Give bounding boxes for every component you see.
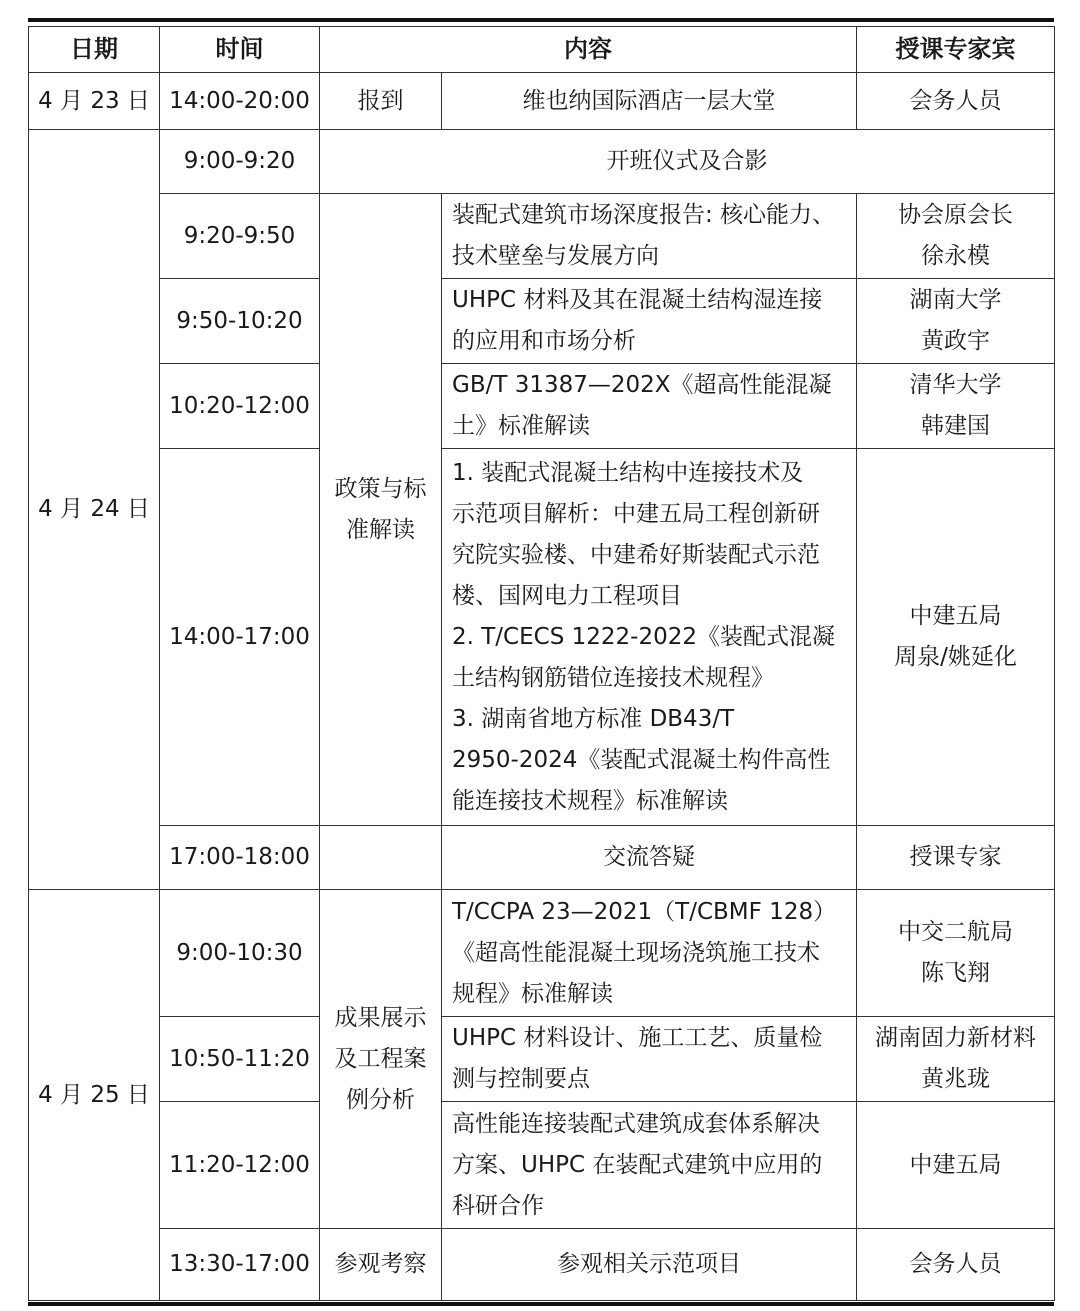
time-cell: 11:20-12:00 — [160, 1102, 320, 1229]
content-cell: T/CCPA 23—2021（T/CBMF 128） 《超高性能混凝土现场浇筑施工技术 规程》标准解读 — [442, 890, 857, 1017]
content-cell: 高性能连接装配式建筑成套体系解决 方案、UHPC 在装配式建筑中应用的 科研合作 — [442, 1102, 857, 1229]
expert-cell: 协会原会长 徐永模 — [857, 194, 1055, 279]
date-cell: 4 月 23 日 — [29, 73, 160, 130]
expert-cell: 中建五局 周泉/姚延化 — [857, 449, 1055, 826]
header-time: 时间 — [160, 27, 320, 73]
table-row — [29, 1102, 1055, 1229]
time-cell: 17:00-18:00 — [160, 826, 320, 890]
topic-cell: 成果展示 及工程案 例分析 — [320, 890, 442, 1229]
expert-cell: 中建五局 — [857, 1102, 1055, 1229]
table-header-row — [29, 27, 1055, 73]
table-row — [29, 449, 1055, 826]
top-rule — [28, 18, 1054, 22]
header-content: 内容 — [320, 27, 857, 73]
header-expert: 授课专家宾 — [857, 27, 1055, 73]
time-cell: 14:00-17:00 — [160, 449, 320, 826]
content-cell: UHPC 材料设计、施工工艺、质量检 测与控制要点 — [442, 1017, 857, 1102]
header-date: 日期 — [29, 27, 160, 73]
expert-cell: 湖南大学 黄政宇 — [857, 279, 1055, 364]
schedule-table — [28, 26, 1055, 1301]
date-cell: 4 月 24 日 — [29, 130, 160, 890]
topic-cell: 参观考察 — [320, 1229, 442, 1301]
expert-cell: 中交二航局 陈飞翔 — [857, 890, 1055, 1017]
content-cell: 交流答疑 — [442, 826, 857, 890]
time-cell: 9:20-9:50 — [160, 194, 320, 279]
table-row — [29, 890, 1055, 1017]
table-row — [29, 130, 1055, 194]
content-cell: 维也纳国际酒店一层大堂 — [442, 73, 857, 130]
table-row — [29, 826, 1055, 890]
time-cell: 9:00-10:30 — [160, 890, 320, 1017]
time-cell: 10:20-12:00 — [160, 364, 320, 449]
table-row — [29, 73, 1055, 130]
content-cell: 1. 装配式混凝土结构中连接技术及 示范项目解析：中建五局工程创新研 究院实验楼、中建希好斯装配式示范 楼、国网电力工程项目 2. T/CECS 1222-2022《装配式混凝 土结构钢筋错位连接技术规程》 3. 湖南省地方标准 DB43/T 2950-2024《装配式混凝土构件高性 能连接技术规程》标准解读 — [442, 449, 857, 826]
expert-cell: 清华大学 韩建国 — [857, 364, 1055, 449]
expert-cell: 会务人员 — [857, 73, 1055, 130]
table-row — [29, 279, 1055, 364]
date-cell: 4 月 25 日 — [29, 890, 160, 1301]
time-cell: 10:50-11:20 — [160, 1017, 320, 1102]
topic-cell: 报到 — [320, 73, 442, 130]
expert-cell: 会务人员 — [857, 1229, 1055, 1301]
table-row — [29, 364, 1055, 449]
time-cell: 9:00-9:20 — [160, 130, 320, 194]
content-cell: 参观相关示范项目 — [442, 1229, 857, 1301]
time-cell: 9:50-10:20 — [160, 279, 320, 364]
topic-cell: 政策与标 准解读 — [320, 194, 442, 826]
bottom-rule — [28, 1302, 1054, 1306]
content-cell: GB/T 31387—202X《超高性能混凝 土》标准解读 — [442, 364, 857, 449]
content-cell: 开班仪式及合影 — [320, 130, 1055, 194]
expert-cell: 湖南固力新材料 黄兆珑 — [857, 1017, 1055, 1102]
table-row — [29, 194, 1055, 279]
topic-cell — [320, 826, 442, 890]
content-cell: 装配式建筑市场深度报告: 核心能力、 技术壁垒与发展方向 — [442, 194, 857, 279]
time-cell: 13:30-17:00 — [160, 1229, 320, 1301]
expert-cell: 授课专家 — [857, 826, 1055, 890]
table-row — [29, 1229, 1055, 1301]
content-cell: UHPC 材料及其在混凝土结构湿连接 的应用和市场分析 — [442, 279, 857, 364]
table-row — [29, 1017, 1055, 1102]
time-cell: 14:00-20:00 — [160, 73, 320, 130]
